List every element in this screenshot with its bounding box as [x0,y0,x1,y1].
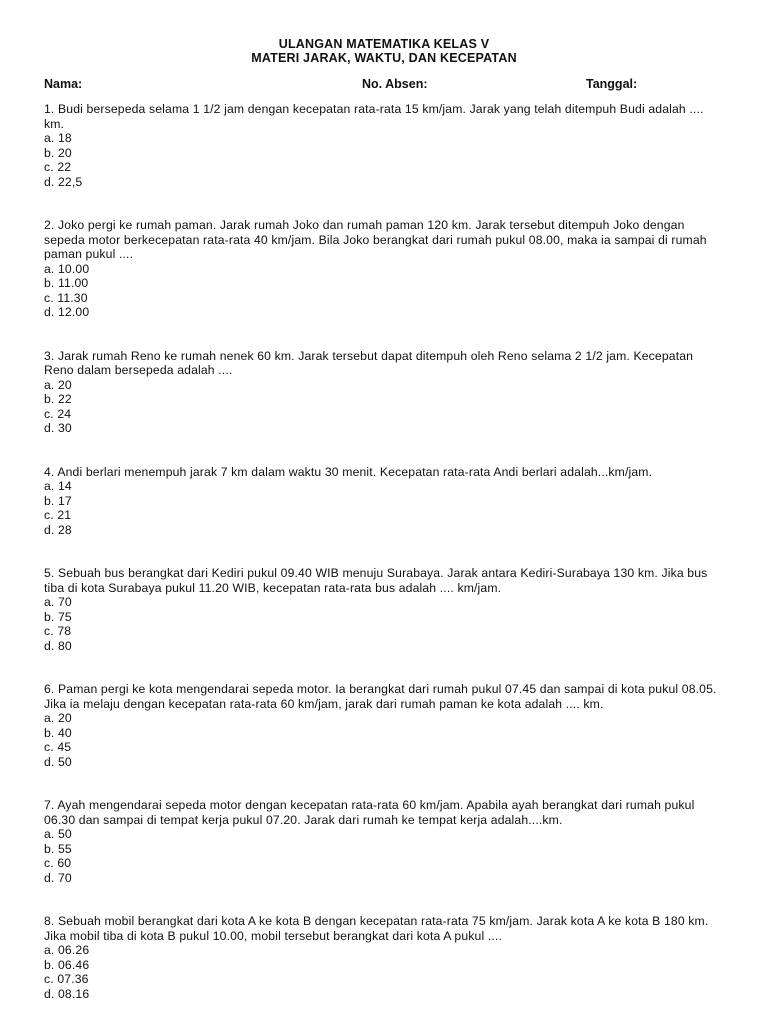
option-d: d. 08.16 [44,986,90,1001]
option-c: c. 21 [44,508,72,522]
question-8 [44,914,724,1001]
option-b: b. 40 [44,725,72,740]
option-b: b. 22 [44,392,72,406]
option-b: b. 75 [44,609,72,624]
name-label: Nama: [44,77,83,91]
option-c: c. 45 [44,740,72,754]
question-text: 6. Paman pergi ke kota mengendarai sepeda motor. Ia berangkat dari rumah pukul 07.45 dan sampai di kota pukul 08.05. Jika ia melaju dengan kecepatan rata-rata 60 km/jam, jarak dari rumah paman ke kota adalah .... km. [44,682,717,711]
option-c: c. 22 [44,160,72,174]
option-d: d. 28 [44,522,72,537]
question-3 [44,349,724,436]
option-a: a. 20 [44,377,72,392]
answer-options [44,595,724,653]
date-label: Tanggal: [586,77,638,91]
title-line-2: MATERI JARAK, WAKTU, DAN KECEPATAN [251,51,517,65]
answer-options [44,943,724,1001]
answer-options [44,378,724,436]
question-text: 3. Jarak rumah Reno ke rumah nenek 60 km. Jarak tersebut dapat ditempuh oleh Reno selama 2 1/2 jam. Kecepatan Reno dalam bersepeda adalah .... [44,348,694,377]
question-6 [44,682,724,769]
student-info-row [44,77,734,91]
question-text: 5. Sebuah bus berangkat dari Kediri pukul 09.40 WIB menuju Surabaya. Jarak antara Kediri-Surabaya 130 km. Jika bus tiba di kota Surabaya pukul 11.20 WIB, kecepatan rata-rata bus adalah .... km/jam. [44,566,708,595]
option-a: a. 10.00 [44,261,90,276]
question-2 [44,218,724,320]
option-b: b. 17 [44,493,72,508]
option-b: b. 11.00 [44,276,89,290]
question-text: 4. Andi berlari menempuh jarak 7 km dalam waktu 30 menit. Kecepatan rata-rata Andi berlari adalah...km/jam. [44,464,653,479]
option-d: d. 70 [44,870,72,885]
answer-options [44,479,724,537]
option-d: d. 80 [44,638,72,653]
option-d: d. 50 [44,754,72,769]
question-text: 7. Ayah mengendarai sepeda motor dengan kecepatan rata-rata 60 km/jam. Apabila ayah berangkat dari rumah pukul 06.30 dan sampai di tempat kerja pukul 07.20. Jarak dari rumah ke tempat kerja adalah....km. [44,798,695,827]
worksheet-title [0,37,768,65]
option-a: a. 06.26 [44,943,90,957]
question-4 [44,465,724,538]
answer-options [44,262,724,320]
option-c: c. 11.30 [44,290,88,305]
option-c: c. 24 [44,406,72,421]
option-d: d. 12.00 [44,305,90,319]
question-7 [44,798,724,885]
option-b: b. 06.46 [44,957,90,972]
option-a: a. 20 [44,711,72,725]
question-list [44,102,724,1030]
question-5 [44,566,724,653]
answer-options [44,711,724,769]
question-text: 1. Budi bersepeda selama 1 1/2 jam dengan kecepatan rata-rata 15 km/jam. Jarak yang telah ditempuh Budi adalah .... km. [44,102,704,131]
option-a: a. 70 [44,595,72,609]
absen-label: No. Absen: [362,77,428,91]
title-line-1: ULANGAN MATEMATIKA KELAS V [278,37,490,51]
option-d: d. 22,5 [44,174,83,189]
answer-options [44,131,724,189]
question-text: 2. Joko pergi ke rumah paman. Jarak rumah Joko dan rumah paman 120 km. Jarak tersebut ditempuh Joko dengan sepeda motor berkecepatan rata-rata 40 km/jam. Bila Joko berangkat dari rumah pukul 08.00, maka ia sampai di rumah paman pukul .... [44,218,707,261]
question-text: 8. Sebuah mobil berangkat dari kota A ke kota B dengan kecepatan rata-rata 75 km/jam. Jarak kota A ke kota B 180 km. Jika mobil tiba di kota B pukul 10.00, mobil tersebut berangkat dari kota A pukul .... [44,914,709,943]
option-c: c. 78 [44,624,72,638]
option-a: a. 50 [44,827,72,841]
question-1 [44,102,724,189]
option-a: a. 14 [44,479,72,493]
option-c: c. 07.36 [44,972,89,986]
option-c: c. 60 [44,856,72,870]
answer-options [44,827,724,885]
option-d: d. 30 [44,421,72,435]
option-b: b. 20 [44,145,72,160]
option-a: a. 18 [44,131,72,145]
option-b: b. 55 [44,841,72,856]
